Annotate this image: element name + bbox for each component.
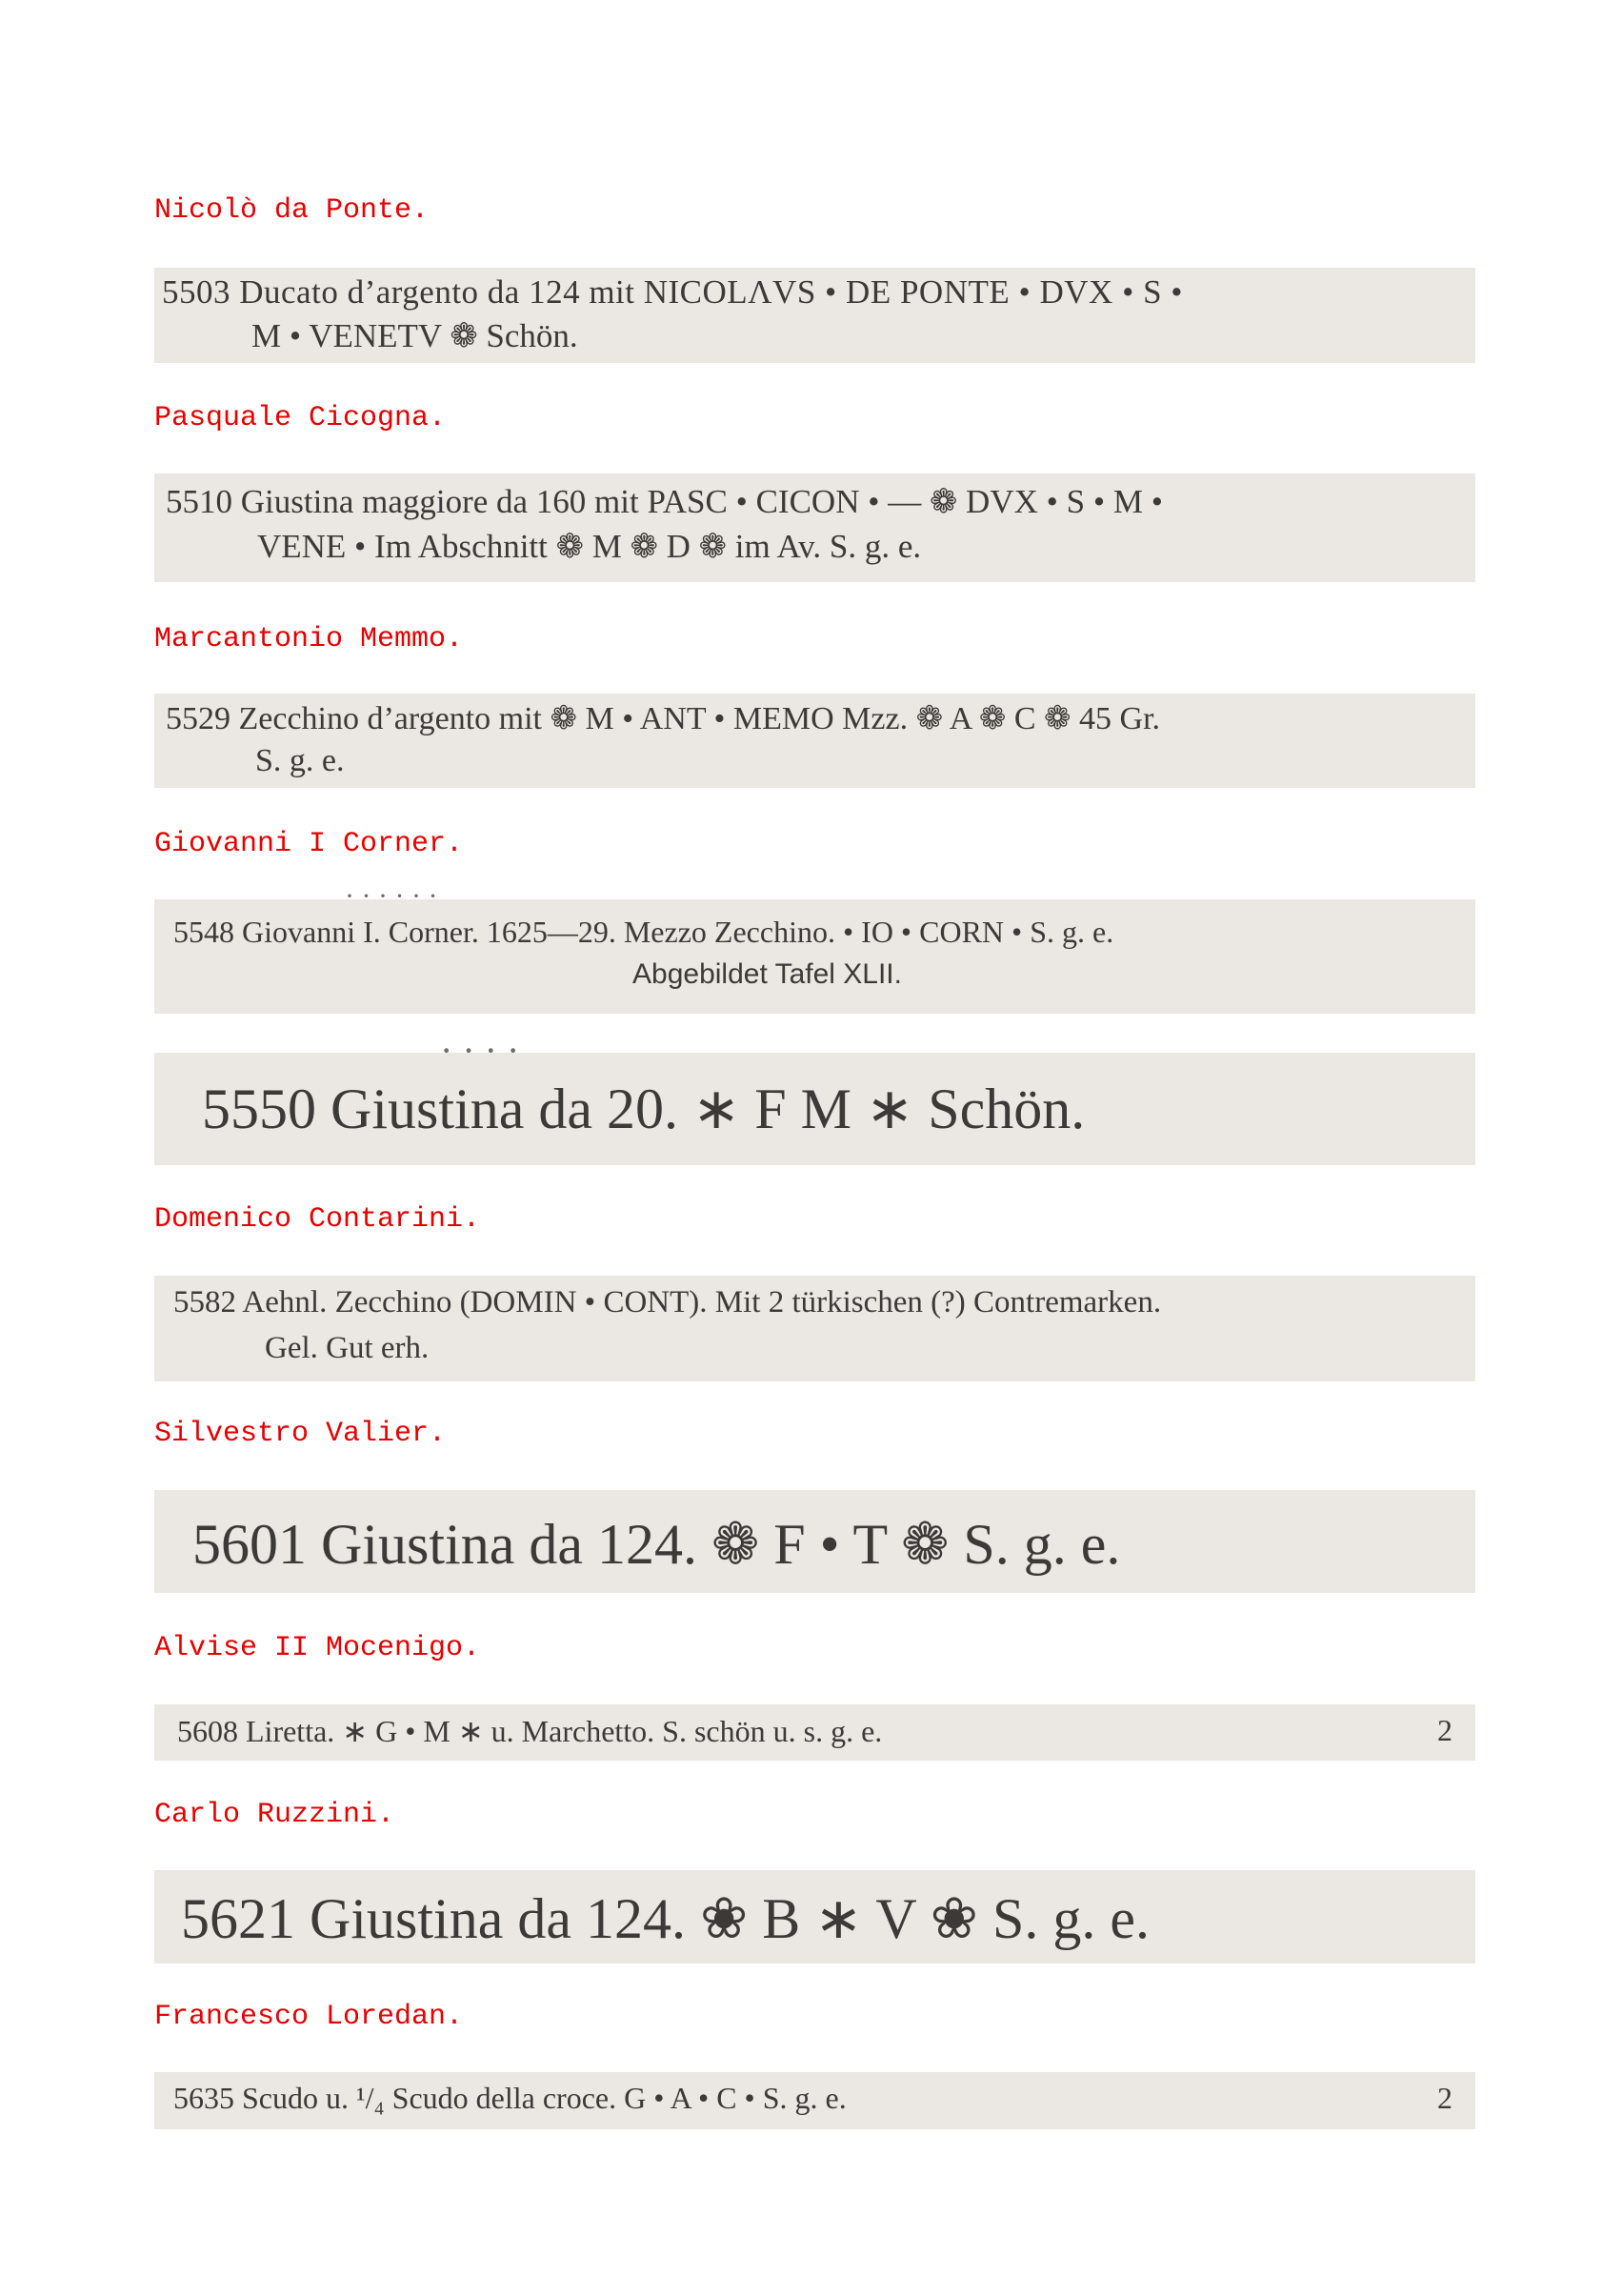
catalog-clipping: [154, 473, 1475, 582]
catalog-entry-line: 5548 Giovanni I. Corner. 1625—29. Mezzo Zecchino. • IO • CORN • S. g. e.: [173, 915, 1114, 949]
catalog-clipping-large: [154, 1870, 1475, 1964]
catalog-entry-count: 2: [1437, 2081, 1452, 2115]
catalog-entry-line: 5529 Zecchino d’argento mit ❁ M • ANT • MEMO Mzz. ❁ A ❁ C ❁ 45 Gr.: [166, 701, 1161, 736]
catalog-entry-line: 5510 Giustina maggiore da 160 mit PASC • CICON • — ❁ DVX • S • M •: [166, 483, 1163, 520]
catalog-clipping: [154, 880, 1475, 1014]
catalog-entry-line: 5601 Giustina da 124. ❁ F • T ❁ S. g. e.: [192, 1513, 1121, 1576]
catalog-entry-line: 5503 Ducato d’argento da 124 mit NICOLΛVS • DE PONTE • DVX • S •: [162, 273, 1184, 311]
section-heading-ruzzini: Carlo Ruzzini.: [154, 1799, 395, 1831]
catalog-entry-line: 5550 Giustina da 20. ∗ F M ∗ Schön.: [202, 1078, 1086, 1140]
catalog-entry-line: VENE • Im Abschnitt ❁ M ❁ D ❁ im Av. S. g. e.: [257, 528, 922, 565]
catalog-entry-line: 5621 Giustina da 124. ❀ B ∗ V ❀ S. g. e.: [181, 1887, 1150, 1950]
catalog-entry-line: S. g. e.: [255, 743, 345, 778]
section-heading-da-ponte: Nicolò da Ponte.: [154, 194, 430, 227]
catalog-entry-line: 5582 Aehnl. Zecchino (DOMIN • CONT). Mit 2 türkischen (?) Contremarken.: [173, 1285, 1162, 1319]
section-heading-mocenigo: Alvise II Mocenigo.: [154, 1632, 481, 1664]
section-heading-contarini: Domenico Contarini.: [154, 1203, 481, 1236]
catalog-clipping: [154, 1704, 1475, 1761]
cropped-text-fragment: · · · · · ·: [345, 880, 438, 912]
section-heading-loredan: Francesco Loredan.: [154, 2001, 464, 2033]
catalog-clipping-large: [154, 1029, 1475, 1165]
section-heading-valier: Silvestro Valier.: [154, 1418, 447, 1450]
catalog-clipping-large: [154, 1490, 1475, 1593]
catalog-entry-line: Gel. Gut erh.: [265, 1331, 430, 1365]
catalog-entry-line: 5608 Liretta. ∗ G • M ∗ u. Marchetto. S. schön u. s. g. e.: [177, 1714, 883, 1748]
catalog-entry-line: M • VENETV ❁ Schön.: [251, 317, 578, 354]
cropped-text-fragment: · · · ·: [440, 1029, 520, 1072]
section-heading-cicogna: Pasquale Cicogna.: [154, 402, 447, 434]
catalog-entry-line: 5635 Scudo u. ¹/₄ Scudo della croce. G • A • C • S. g. e.: [173, 2081, 847, 2115]
section-heading-memmo: Marcantonio Memmo.: [154, 623, 464, 655]
catalog-clipping: [154, 2072, 1475, 2129]
catalog-entry-count: 2: [1437, 1713, 1452, 1747]
section-heading-corner: Giovanni I Corner.: [154, 828, 464, 860]
catalog-clipping: [154, 268, 1475, 363]
catalog-entry-line: Abgebildet Tafel XLII.: [632, 958, 902, 990]
catalog-clipping: [154, 1276, 1475, 1381]
catalog-clipping: [154, 694, 1475, 788]
